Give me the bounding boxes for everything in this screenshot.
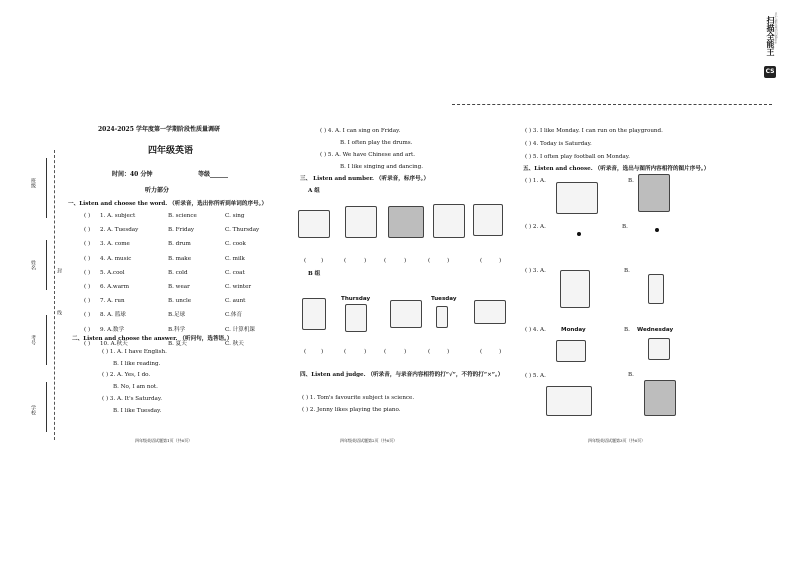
s5-q4-picture-a	[556, 340, 586, 362]
s4-q1: ( ) 1. Tom's favourite subject is science.	[302, 395, 415, 401]
seal-line	[54, 150, 55, 440]
s1-item-8-option-b: B.足球	[168, 312, 186, 318]
name-label: 姓名	[30, 260, 36, 270]
group-b-blank-8: )	[447, 349, 450, 355]
monday-label: Monday	[561, 327, 586, 333]
s1-item-1-option-c: C. sing	[225, 213, 245, 219]
s2-q2-a: ( ) 2. A. Yes, I do.	[102, 372, 151, 378]
s1-item-5-option-c: C. coat	[225, 270, 245, 276]
group-a-blank-2: )	[321, 258, 324, 264]
s1-item-8-bracket: ( )	[84, 312, 91, 318]
s2-q4-a: ( ) 4. A. I can sing on Friday.	[320, 128, 401, 134]
seal-char-2: 线	[56, 310, 62, 315]
s1-item-7-bracket: ( )	[84, 298, 91, 304]
group-b-blank-7: (	[428, 349, 431, 355]
class-line	[46, 158, 47, 218]
s4-q5: ( ) 5. I often play football on Monday.	[525, 154, 630, 160]
group-a-label: A 组	[308, 188, 320, 194]
s4-q3: ( ) 3. I like Monday. I can run on the playground.	[525, 128, 663, 134]
s1-heading: 一、Listen and choose the word. （听录音，选出你所听到单词的序号。）	[68, 201, 268, 207]
s1-item-10-option-c: C. 秋天	[225, 341, 244, 347]
s1-item-7-option-c: C. aunt	[225, 298, 246, 304]
cs-logo-icon: CS	[764, 66, 776, 78]
name-line	[46, 240, 47, 290]
s5-q1: ( ) 1. A.	[525, 178, 546, 184]
s4-q4: ( ) 4. Today is Saturday.	[525, 141, 592, 147]
s1-item-10-option-a: 10. A.秋天	[100, 341, 128, 347]
s1-item-2-option-b: B. Friday	[168, 227, 195, 233]
s1-item-5-option-a: 5. A.cool	[100, 270, 125, 276]
s5-q1-b: B.	[628, 178, 634, 184]
group-b-picture-5	[474, 300, 506, 324]
s1-item-2-bracket: ( )	[84, 227, 91, 233]
group-a-picture-2	[345, 206, 377, 238]
exam-no-line	[46, 315, 47, 365]
group-a-picture-4	[433, 204, 465, 238]
s1-item-5-option-b: B. cold	[168, 270, 188, 276]
group-a-blank-1: (	[304, 258, 307, 264]
page1-footer: 四年级英语试题第1页（共6页）	[135, 438, 193, 443]
s2-q2-b: B. No, I am not.	[113, 384, 158, 390]
top-scan-line	[452, 104, 772, 105]
group-a-picture-1	[298, 210, 330, 238]
group-a-blank-6: )	[404, 258, 407, 264]
s2-q3-a: ( ) 3. A. It's Saturday.	[102, 396, 163, 402]
exam-grade: 等级______	[198, 171, 229, 178]
s4-q2: ( ) 2. Jenny likes playing the piano.	[302, 407, 401, 413]
class-label: 班级	[30, 178, 36, 188]
group-b-blank-10: )	[499, 349, 502, 355]
s3-heading: 三、 Listen and number. （听录音，标序号。）	[300, 176, 430, 182]
wednesday-label: Wednesday	[637, 327, 674, 333]
group-a-blank-9: (	[480, 258, 483, 264]
s2-q1-a: ( ) 1. A. I have English.	[102, 349, 167, 355]
s5-q2-dot-b	[655, 228, 659, 232]
tuesday-label: Tuesday	[431, 296, 457, 302]
s1-item-9-option-a: 9. A.数学	[100, 327, 125, 333]
s1-item-4-option-a: 4. A. music	[100, 256, 132, 262]
s1-item-6-option-a: 6. A.warm	[100, 284, 130, 290]
s1-item-8-option-c: C.体育	[225, 312, 243, 318]
exam-time: 时间：40 分钟	[112, 171, 153, 178]
s1-item-7-option-b: B. uncle	[168, 298, 192, 304]
s1-item-4-bracket: ( )	[84, 256, 91, 262]
s5-q4-picture-b	[648, 338, 670, 360]
s1-item-4-option-c: C. milk	[225, 256, 245, 262]
group-b-blank-6: )	[404, 349, 407, 355]
s1-item-6-option-b: B. wear	[168, 284, 190, 290]
s5-q5-picture-b	[644, 380, 676, 416]
group-b-picture-4	[436, 306, 448, 328]
camscanner-logo	[764, 8, 778, 78]
s5-q3-picture-b	[648, 274, 664, 304]
binding-strip	[20, 150, 72, 440]
s1-item-9-bracket: ( )	[84, 327, 91, 333]
group-b-picture-1	[302, 298, 326, 330]
exam-no-label: 考号	[30, 335, 36, 345]
group-a-blank-10: )	[499, 258, 502, 264]
s2-heading: 二、Listen and choose the answer. （听问句，选答语。）	[72, 336, 233, 342]
s1-item-5-bracket: ( )	[84, 270, 91, 276]
school-label: 学校	[30, 405, 36, 415]
group-b-blank-9: (	[480, 349, 483, 355]
page2-footer: 四年级英语试题第2页（共6页）	[340, 438, 398, 443]
s1-item-10-bracket: ( )	[84, 341, 91, 347]
s1-item-3-bracket: ( )	[84, 241, 91, 247]
group-a-picture-3	[388, 206, 424, 238]
s2-q4-b: B. I often play the drums.	[340, 140, 413, 146]
s5-q1-picture-b	[638, 174, 670, 212]
group-b-picture-3	[390, 300, 422, 328]
group-a-blank-4: )	[364, 258, 367, 264]
exam-subject: 四年级英语	[148, 146, 194, 156]
group-a-blank-5: (	[384, 258, 387, 264]
s2-q1-b: B. I like reading.	[113, 361, 161, 367]
section-title: 听力部分	[145, 187, 170, 194]
s1-item-3-option-a: 3. A. come	[100, 241, 130, 247]
s5-q3-picture-a	[560, 270, 590, 308]
group-a-blank-8: )	[447, 258, 450, 264]
group-b-blank-3: (	[344, 349, 347, 355]
s1-item-2-option-c: C. Thursday	[225, 227, 260, 233]
exam-title: 2024-2025 学年度第一学期阶段性质量调研	[98, 126, 220, 133]
s5-q5-picture-a	[546, 386, 592, 416]
s1-item-1-bracket: ( )	[84, 213, 91, 219]
seal-char-1: 封	[56, 268, 62, 273]
s5-q2-b: B.	[622, 224, 628, 230]
s5-heading: 五、Listen and choose. （听录音，选出与图所内容相符的图片序号。）	[523, 166, 710, 172]
s5-q3: ( ) 3. A.	[525, 268, 546, 274]
s1-item-6-bracket: ( )	[84, 284, 91, 290]
page3-footer: 四年级英语试题第3页（共6页）	[588, 438, 646, 443]
group-b-blank-4: )	[364, 349, 367, 355]
group-a-blank-7: (	[428, 258, 431, 264]
group-a-picture-5	[473, 204, 503, 236]
s5-q5-b: B.	[628, 372, 634, 378]
s1-item-6-option-c: C. winter	[225, 284, 252, 290]
s1-item-4-option-b: B. make	[168, 256, 192, 262]
s1-item-3-option-b: B. drum	[168, 241, 191, 247]
s4-heading: 四、Listen and judge. （听录音，与录音内容相符的打“√”，不符的打“×”。）	[300, 372, 504, 378]
group-b-label: B 组	[308, 271, 321, 277]
thursday-label: Thursday	[341, 296, 371, 302]
s1-item-10-option-b: B. 夏天	[168, 341, 187, 347]
s5-q5: ( ) 5. A.	[525, 373, 546, 379]
s2-q3-b: B. I like Tuesday.	[113, 408, 162, 414]
s1-item-7-option-a: 7. A. run	[100, 298, 125, 304]
s5-q4-b: B.	[624, 327, 630, 333]
s1-item-8-option-a: 8. A. 篮球	[100, 312, 126, 318]
s5-q2-dot-a	[577, 232, 581, 236]
logo-name: 扫描全能王	[766, 16, 775, 56]
s1-item-1-option-a: 1. A. subject	[100, 213, 136, 219]
group-b-blank-5: (	[384, 349, 387, 355]
s1-item-2-option-a: 2. A. Tuesday	[100, 227, 139, 233]
s5-q1-picture-a	[556, 182, 598, 214]
s5-q3-b: B.	[624, 268, 630, 274]
group-b-blank-2: )	[321, 349, 324, 355]
group-a-blank-3: (	[344, 258, 347, 264]
group-b-picture-2	[345, 304, 367, 332]
logo-subtitle: 3亿人都在用的扫描App	[774, 12, 778, 44]
s1-item-3-option-c: C. cook	[225, 241, 246, 247]
group-b-blank-1: (	[304, 349, 307, 355]
s2-q5-b: B. I like singing and dancing.	[340, 164, 424, 170]
s2-q5-a: ( ) 5. A. We have Chinese and art.	[320, 152, 416, 158]
s5-q2: ( ) 2. A.	[525, 224, 546, 230]
s5-q4: ( ) 4. A.	[525, 327, 546, 333]
s1-item-1-option-b: B. science	[168, 213, 197, 219]
s1-item-9-option-b: B.科学	[168, 327, 186, 333]
s1-item-9-option-c: C. 计算机课	[225, 327, 256, 333]
school-line	[46, 382, 47, 432]
